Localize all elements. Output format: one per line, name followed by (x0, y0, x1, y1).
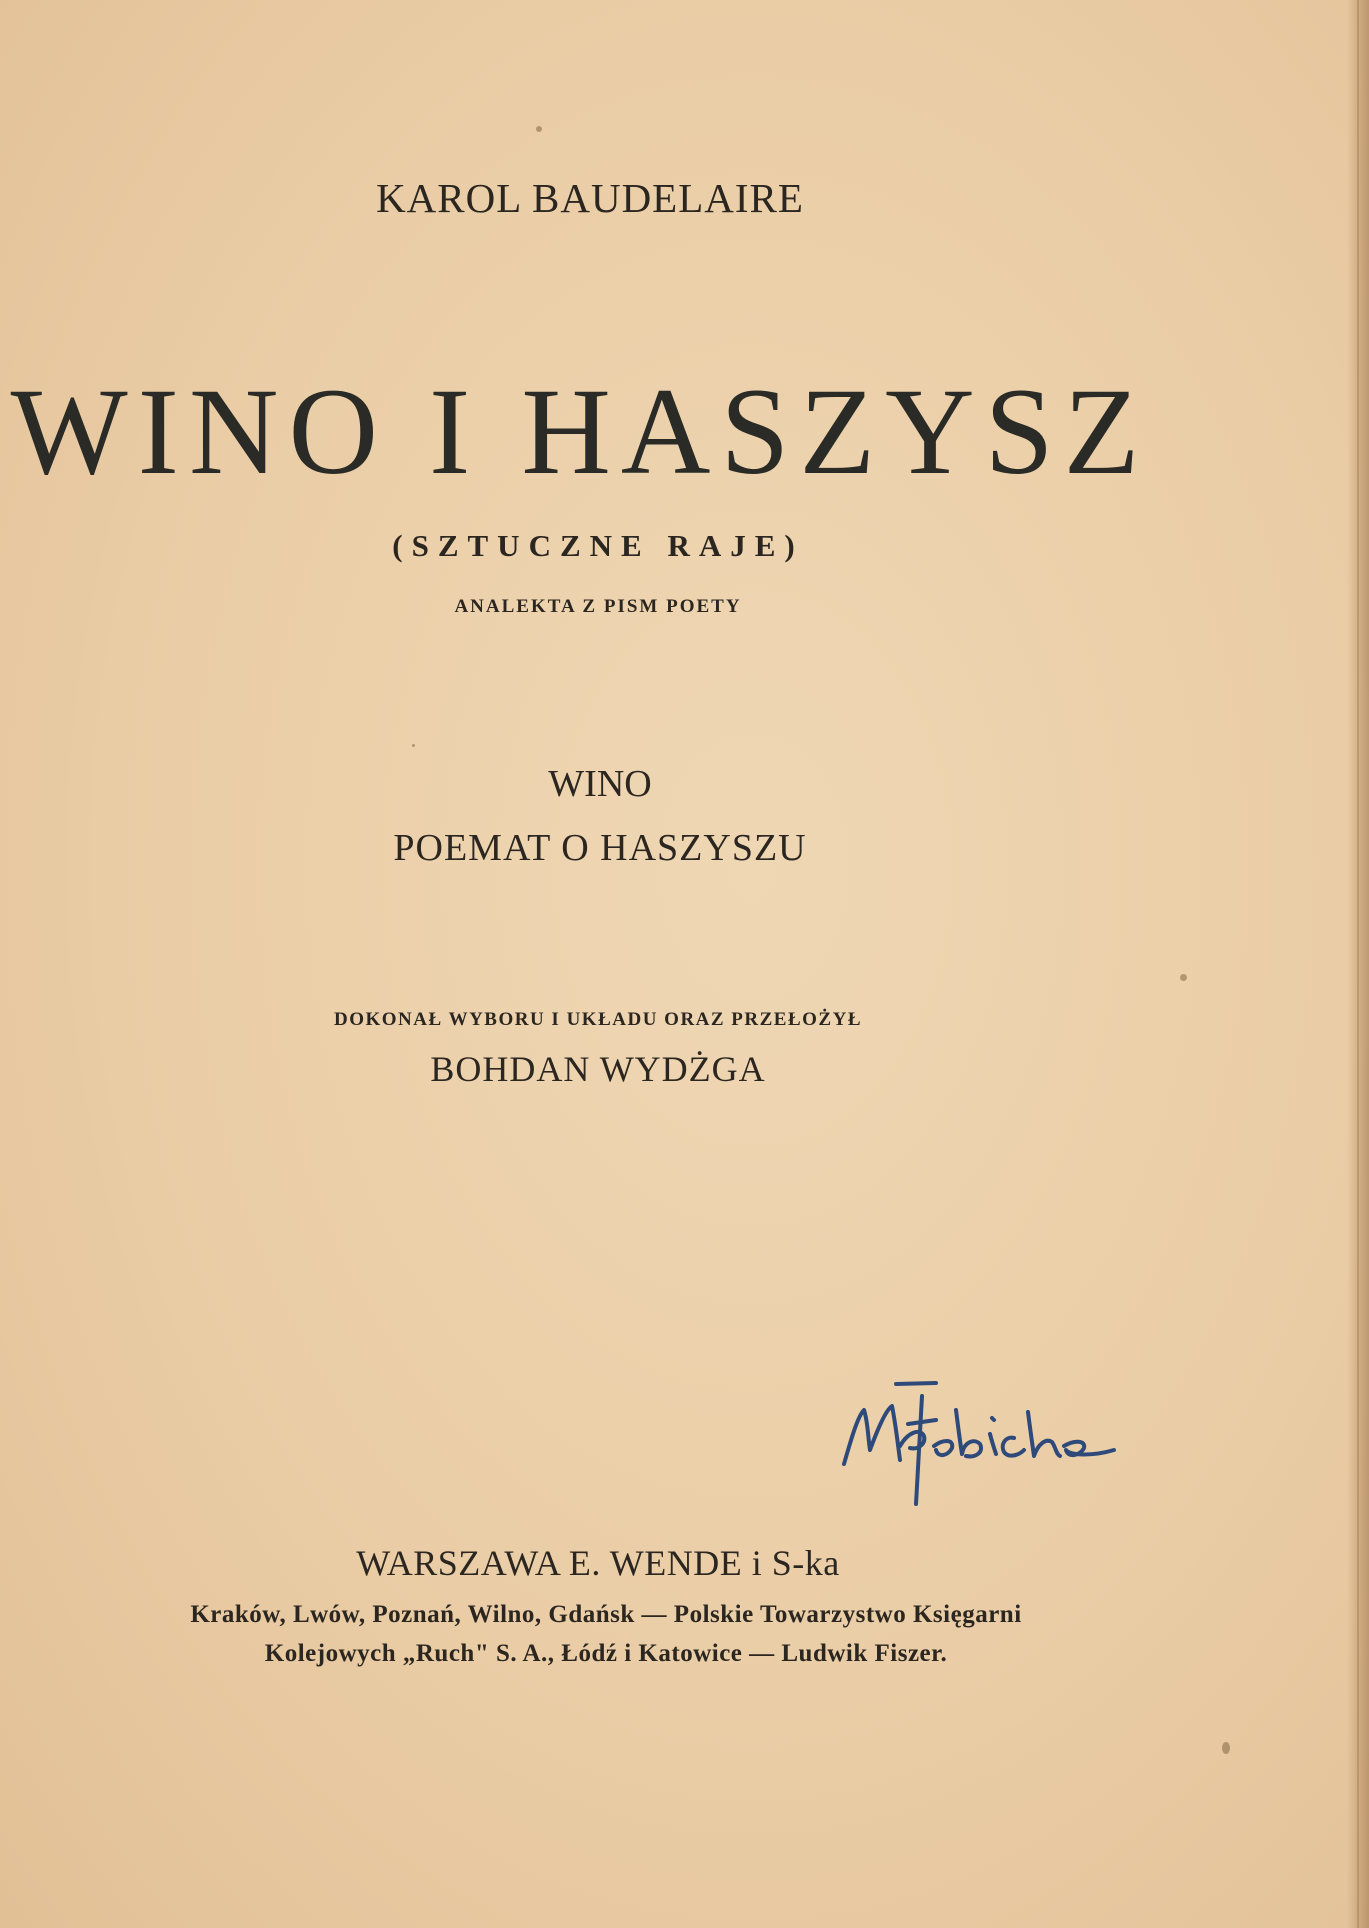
paper-speck (412, 744, 415, 747)
contents-item: POEMAT O HASZYSZU (393, 827, 807, 869)
paper-speck (1180, 974, 1187, 981)
contents-item: WINO (548, 763, 652, 805)
distribution-line: Kolejowych „Ruch" S. A., Łódź i Katowice — Ludwik Fiszer. (264, 1640, 948, 1667)
paper-speck (1222, 1742, 1230, 1754)
book-title: WINO I HASZYSZ (10, 363, 1150, 500)
distribution-line: Kraków, Lwów, Poznań, Wilno, Gdańsk — Polskie Towarzystwo Księgarni (190, 1601, 1022, 1628)
publisher-imprint: WARSZAWA E. WENDE i S-ka (356, 1543, 840, 1583)
page-edge-line (1357, 0, 1359, 1928)
book-subtitle: (SZTUCZNE RAJE) (392, 528, 804, 563)
translator-name: BOHDAN WYDŻGA (430, 1049, 766, 1089)
subtitle-note: ANALEKTA Z PISM POETY (454, 596, 742, 617)
translator-credit-label: DOKONAŁ WYBORU I UKŁADU ORAZ PRZEŁOŻYŁ (333, 1009, 862, 1030)
author-name: KAROL BAUDELAIRE (376, 175, 804, 221)
handwritten-signature (838, 1376, 1138, 1516)
paper-speck (536, 126, 542, 132)
